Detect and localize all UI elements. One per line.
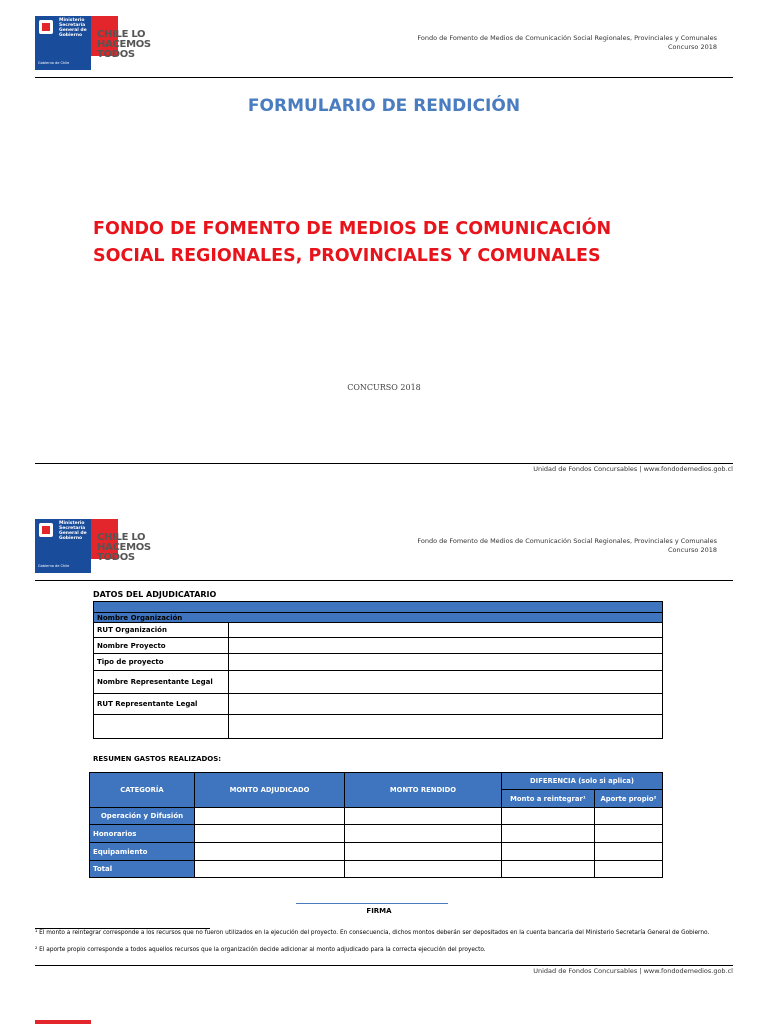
logo-slogan: CHILE LO HACEMOS TODOS [97,532,151,563]
field-label: Tipo de proyecto [94,654,229,671]
logo-blue-block [35,16,91,70]
amount-cell[interactable] [595,808,663,825]
table-row [94,654,663,671]
table-row [90,861,663,878]
table-row [94,671,663,694]
footnote-2: ² El aporte propio corresponde a todos aquellos recursos que la organización decide adicionar al monto adjudicado para la correcta ejecución del proyecto. [35,947,486,953]
field-value[interactable] [229,694,663,715]
footer-text-page2: Unidad de Fondos Concursables | www.fondodemedios.gob.cl [533,967,733,975]
amount-cell[interactable] [345,825,502,843]
amount-cell[interactable] [195,808,345,825]
field-value[interactable] [229,671,663,694]
amount-cell[interactable] [595,825,663,843]
form-title: FORMULARIO DE RENDICIÓN [247,96,521,116]
fund-title: FONDO DE FOMENTO DE MEDIOS DE COMUNICACIÓN SOCIAL REGIONALES, PROVINCIALES Y COMUNALES [93,219,612,266]
category-cell: Total [90,861,195,878]
category-cell: Honorarios [90,825,195,843]
awardee-table [93,601,663,739]
table-row [94,613,663,623]
field-value[interactable] [229,623,663,638]
footer-rule-page1 [35,463,733,464]
coat-of-arms-icon [39,20,53,34]
footnote-1: ¹ El monto a reintegrar corresponde a los recursos que no fueron utilizados en la ejecución del proyecto. En consecuencia, dichos montos deberán ser depositados en la cuenta bancaria del Ministerio Secretaría General de Gobierno. [35,930,710,936]
footnote-rule [35,928,210,929]
awardee-section-title: DATOS DEL ADJUDICATARIO [93,590,217,599]
header-text-page2: Fondo de Fomento de Medios de Comunicación Social Regionales, Provinciales y Comunales Concurso 2018 [417,537,717,554]
table-row [94,694,663,715]
field-value[interactable] [229,654,663,671]
footer-rule-page2 [35,965,733,966]
table-row [94,623,663,638]
category-cell: Equipamiento [90,843,195,861]
header-rule-page2 [35,580,733,581]
category-cell: Operación y Difusión [90,808,195,825]
table-header-row [90,773,663,790]
field-label: Nombre Proyecto [94,638,229,654]
field-label: Nombre Representante Legal [94,671,229,694]
logo-government-text: Gobierno de Chile [38,564,70,568]
header-difference: DIFERENCIA (solo si aplica) [502,773,663,790]
header-awarded: MONTO ADJUDICADO [195,773,345,808]
amount-cell[interactable] [502,808,595,825]
amount-cell[interactable] [195,825,345,843]
logo-government-text: Gobierno de Chile [38,61,70,65]
field-label: Nombre Organización [94,613,663,623]
header-own: Aporte propio² [595,790,663,808]
header-category: CATEGORÍA [90,773,195,808]
amount-cell[interactable] [595,843,663,861]
table-row [90,843,663,861]
logo-page3-partial [35,1020,91,1024]
table-row [94,715,663,739]
table-row [94,602,663,613]
table-row [90,808,663,825]
field-label: RUT Representante Legal [94,694,229,715]
header-rule-page1 [35,77,733,78]
field-label [94,715,229,739]
amount-cell[interactable] [345,808,502,825]
signature-label: FIRMA [366,907,392,915]
field-value[interactable] [229,638,663,654]
logo-page2 [35,519,151,573]
amount-cell[interactable] [345,861,502,878]
amount-cell[interactable] [195,843,345,861]
field-label: RUT Organización [94,623,229,638]
header-refund: Monto a reintegrar¹ [502,790,595,808]
logo-ministry-text: Ministerio Secretaría General de Gobierno [59,521,87,541]
header-reported: MONTO RENDIDO [345,773,502,808]
amount-cell[interactable] [502,861,595,878]
logo-ministry-text: Ministerio Secretaría General de Gobierno [59,18,87,38]
amount-cell[interactable] [595,861,663,878]
logo-page1 [35,16,151,70]
amount-cell[interactable] [502,825,595,843]
expenses-section-title: RESUMEN GASTOS REALIZADOS: [93,755,222,763]
expenses-table [89,772,663,878]
footer-text-page1: Unidad de Fondos Concursables | www.fondodemedios.gob.cl [533,465,733,473]
concurso-label: CONCURSO 2018 [347,383,421,392]
field-value[interactable] [229,715,663,739]
table-row [90,825,663,843]
header-text-page1: Fondo de Fomento de Medios de Comunicación Social Regionales, Provinciales y Comunales Concurso 2018 [417,34,717,51]
amount-cell[interactable] [345,843,502,861]
logo-blue-block [35,519,91,573]
logo-slogan: CHILE LO HACEMOS TODOS [97,29,151,60]
table-row [94,638,663,654]
signature-line[interactable] [296,903,448,904]
coat-of-arms-icon [39,523,53,537]
amount-cell[interactable] [195,861,345,878]
amount-cell[interactable] [502,843,595,861]
